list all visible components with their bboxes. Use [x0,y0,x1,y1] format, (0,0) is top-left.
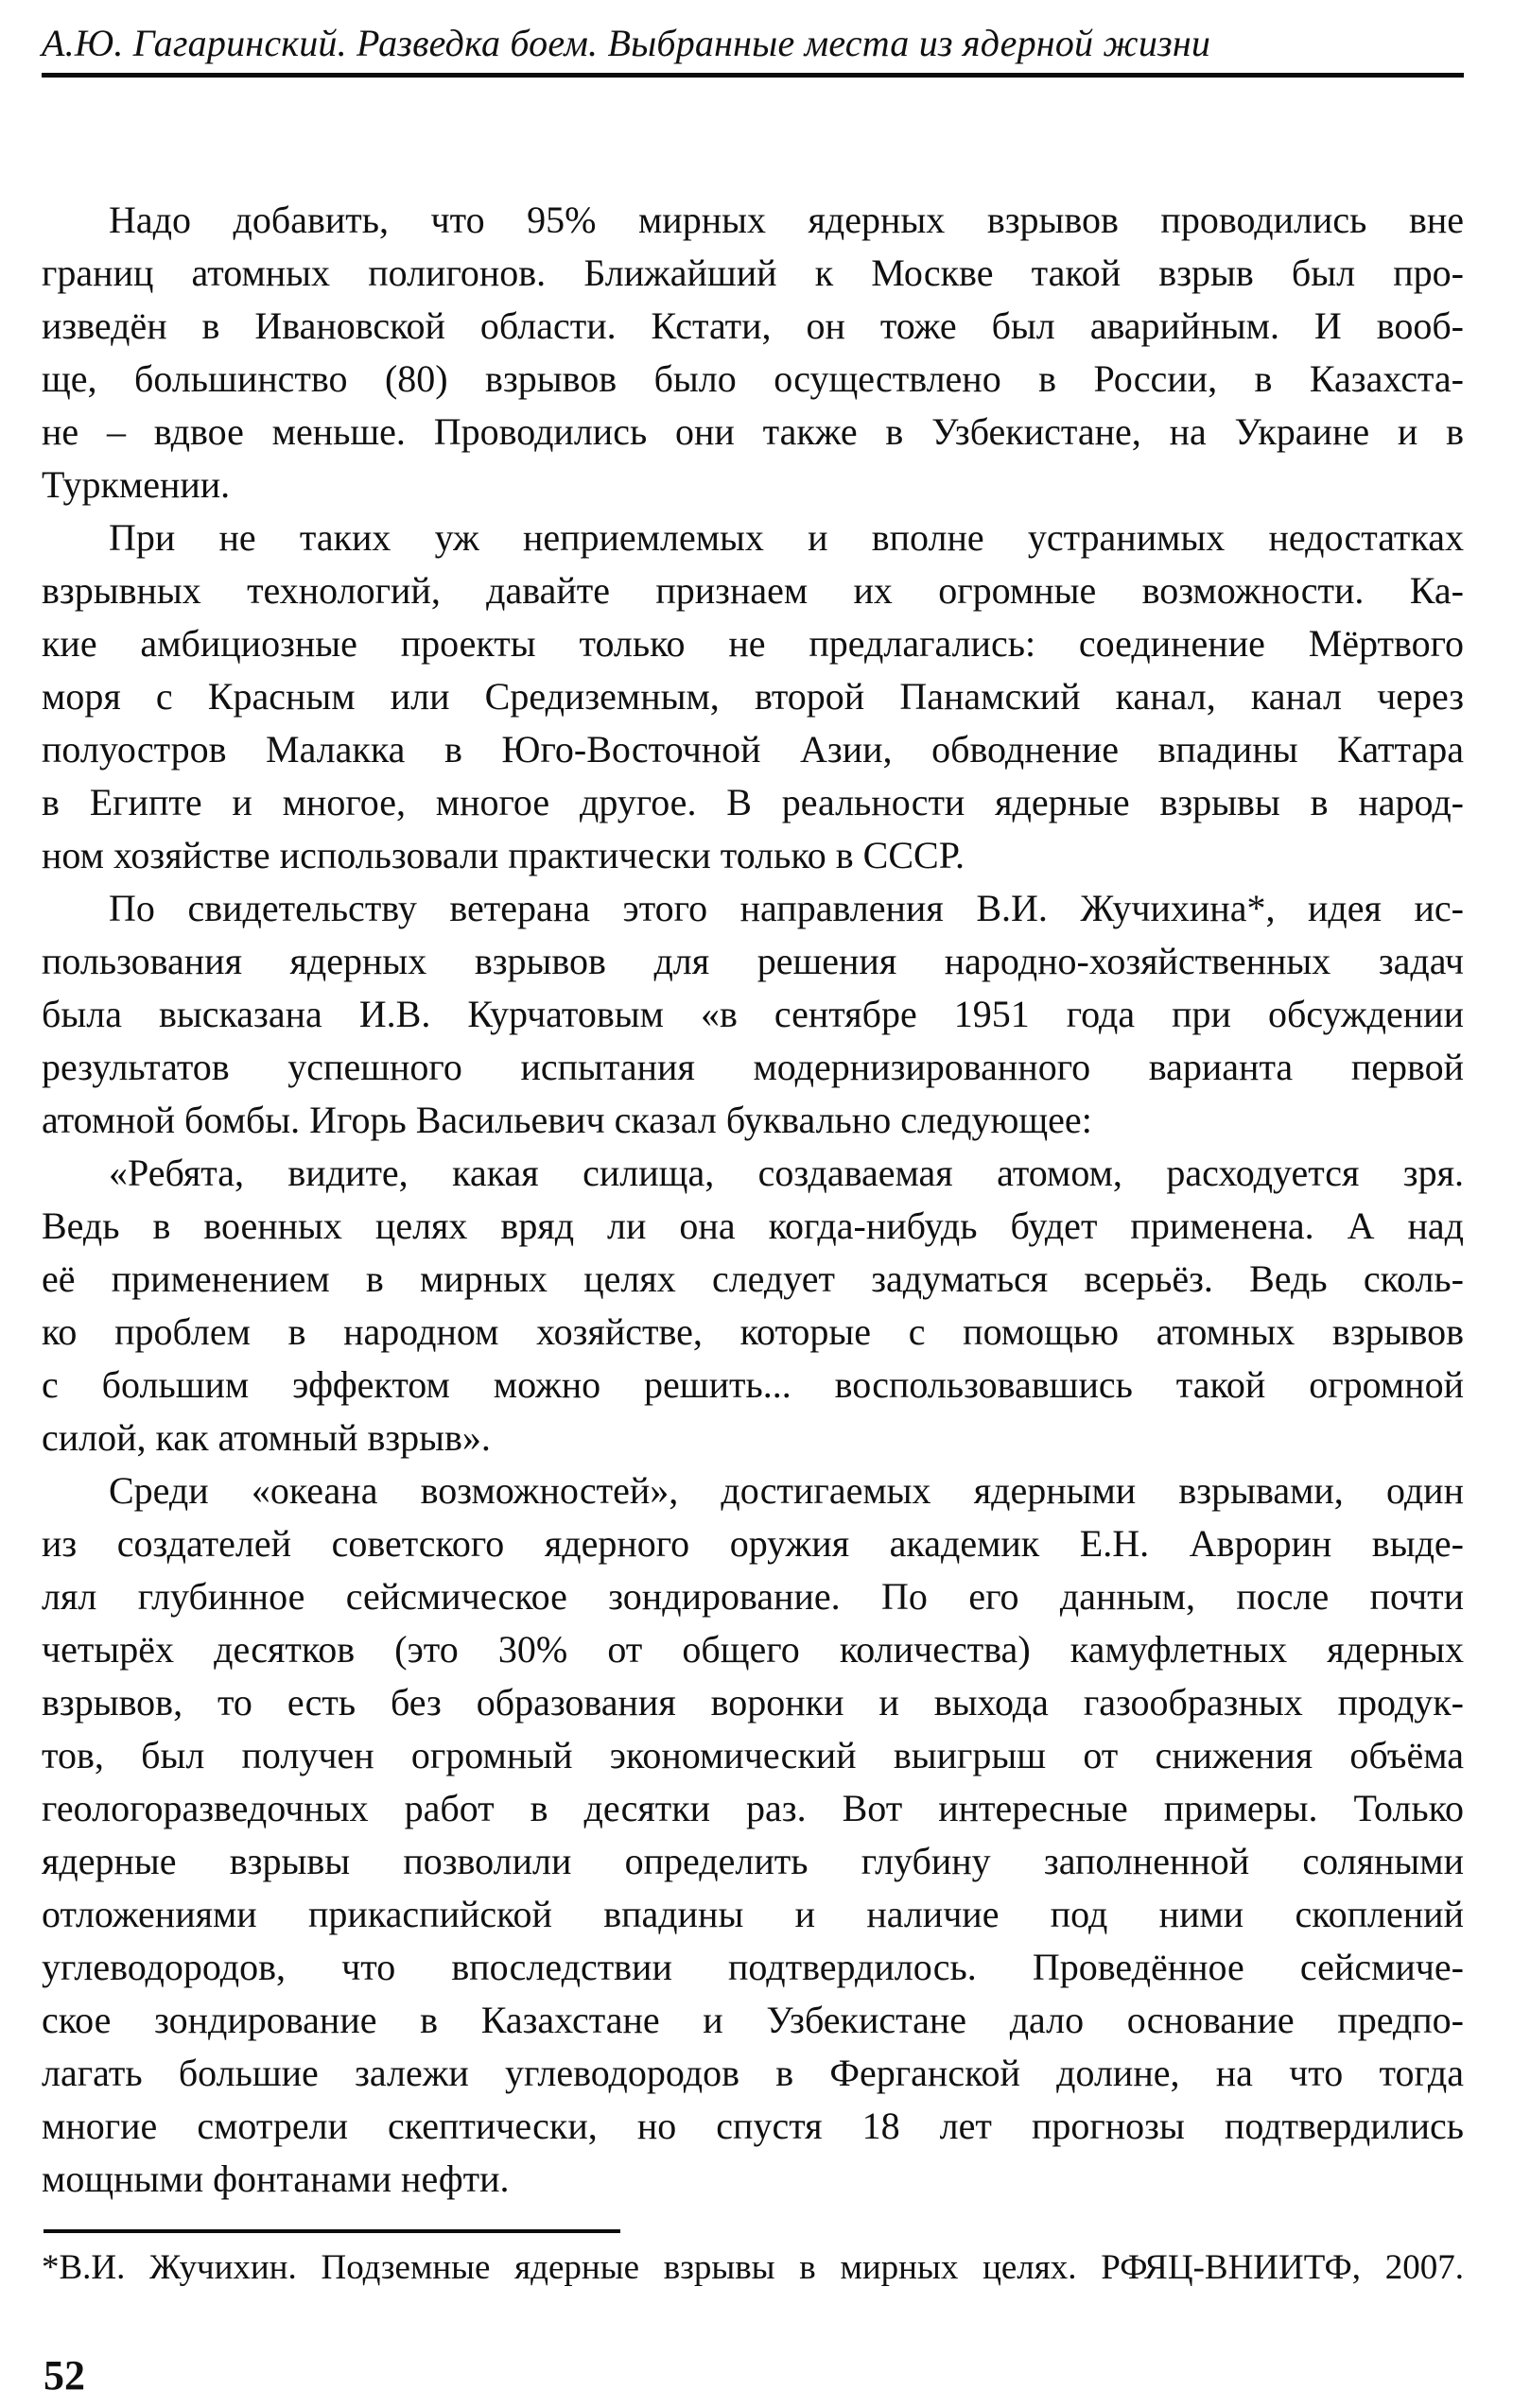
text-line: ном хозяйстве использовали практически только в СССР. [42,834,965,876]
text-line: Ведь в военных целях вряд ли она когда-нибудь будет применена. А над [42,1204,1464,1247]
text-line: мощными фонтанами нефти. [42,2157,510,2200]
text-line: «Ребята, видите, какая силища, создаваемая атомом, расходуется зря. [109,1152,1464,1194]
text-line: из создателей советского ядерного оружия академик Е.Н. Аврорин выде- [42,1522,1464,1565]
text-line: не – вдвое меньше. Проводились они также в Узбекистане, на Украине и в [42,410,1464,453]
paragraph-4 [42,1147,1464,1464]
footnote-rule [43,2229,620,2233]
text-line: Туркмении. [42,463,231,506]
page-number: 52 [43,2352,85,2399]
paragraph-5 [42,1464,1464,2206]
text-line: атомной бомбы. Игорь Васильевич сказал буквально следующее: [42,1099,1092,1141]
text-line: изведён в Ивановской области. Кстати, он тоже был аварийным. И вооб- [42,304,1464,347]
text-line: многие смотрели скептически, но спустя 18 лет прогнозы подтвердились [42,2105,1464,2147]
text-line: была высказана И.В. Курчатовым «в сентябре 1951 года при обсуждении [42,993,1464,1035]
text-line: взрывных технологий, давайте признаем их огромные возможности. Ка- [42,569,1464,612]
text-line: геологоразведочных работ в десятки раз. Вот интересные примеры. Только [42,1787,1464,1829]
text-line: силой, как атомный взрыв». [42,1416,491,1459]
text-line: ядерные взрывы позволили определить глубину заполненной соляными [42,1840,1464,1882]
text-line: Среди «океана возможностей», достигаемых ядерными взрывами, один [109,1469,1464,1512]
text-line: границ атомных полигонов. Ближайший к Москве такой взрыв был про- [42,251,1464,294]
text-line: с большим эффектом можно решить... воспользовавшись такой огромной [42,1363,1464,1406]
paragraph-1 [42,194,1464,511]
text-line: кие амбициозные проекты только не предлагались: соединение Мёртвого [42,622,1464,665]
text-line: её применением в мирных целях следует задуматься всерьёз. Ведь сколь- [42,1257,1464,1300]
header-rule [42,73,1464,78]
text-line: При не таких уж неприемлемых и вполне устранимых недостатках [109,516,1464,559]
text-line: полуостров Малакка в Юго-Восточной Азии, обводнение впадины Каттара [42,728,1464,771]
text-line: углеводородов, что впоследствии подтвердилось. Проведённое сейсмиче- [42,1946,1464,1988]
text-line: Надо добавить, что 95% мирных ядерных взрывов проводились вне [109,199,1464,241]
footnote: *В.И. Жучихин. Подземные ядерные взрывы в мирных целях. РФЯЦ-ВНИИТФ, 2007. [42,2248,1464,2287]
text-line: По свидетельству ветерана этого направления В.И. Жучихина*, идея ис- [109,887,1464,929]
text-line: лял глубинное сейсмическое зондирование. По его данным, после почти [42,1575,1464,1618]
text-line: четырёх десятков (это 30% от общего количества) камуфлетных ядерных [42,1628,1464,1671]
text-line: лагать большие залежи углеводородов в Ферганской долине, на что тогда [42,2052,1464,2094]
text-line: результатов успешного испытания модернизированного варианта первой [42,1046,1464,1088]
text-line: моря с Красным или Средиземным, второй Панамский канал, канал через [42,675,1464,718]
text-line: в Египте и многое, многое другое. В реальности ядерные взрывы в народ- [42,781,1464,823]
text-line: ское зондирование в Казахстане и Узбекистане дало основание предпо- [42,1999,1464,2041]
body-text [42,194,1464,2206]
running-header: А.Ю. Гагаринский. Разведка боем. Выбранные места из ядерной жизни [42,22,1211,64]
paragraph-3 [42,882,1464,1147]
text-line: пользования ядерных взрывов для решения народно-хозяйственных задач [42,940,1464,982]
paragraph-2 [42,511,1464,882]
text-line: ще, большинство (80) взрывов было осуществлено в России, в Казахста- [42,357,1464,400]
text-line: тов, был получен огромный экономический выигрыш от снижения объёма [42,1734,1464,1776]
text-line: отложениями прикаспийской впадины и наличие под ними скоплений [42,1893,1464,1935]
text-line: ко проблем в народном хозяйстве, которые с помощью атомных взрывов [42,1310,1464,1353]
text-line: взрывов, то есть без образования воронки и выхода газообразных продук- [42,1681,1464,1724]
